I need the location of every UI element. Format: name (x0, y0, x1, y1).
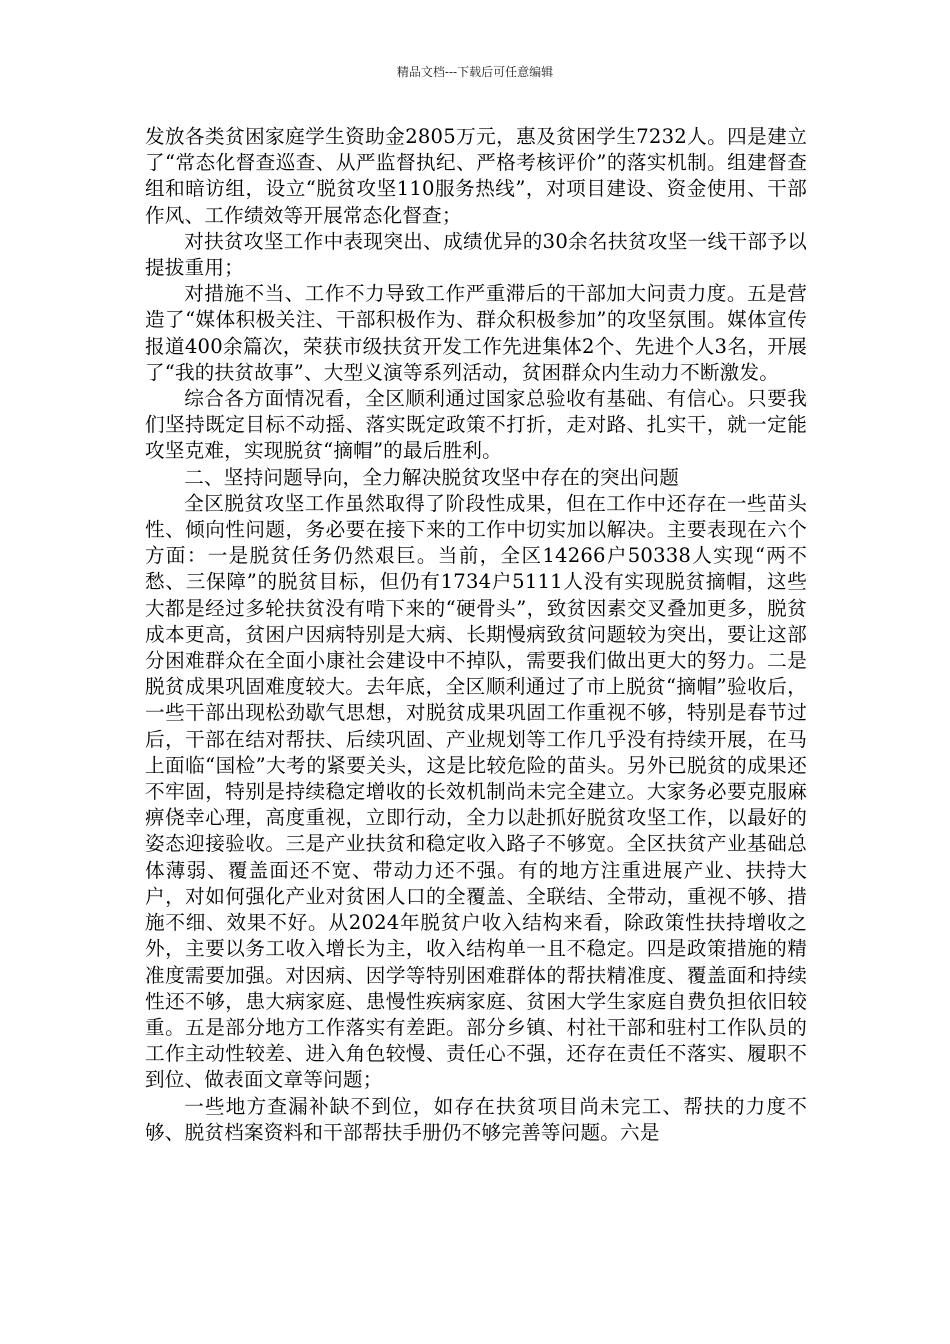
paragraph-2: 对扶贫攻坚工作中表现突出、成绩优异的30余名扶贫攻坚一线干部予以提拔重用； (145, 229, 807, 280)
paragraph-3: 对措施不当、工作不力导致工作严重滞后的干部加大问责力度。五是营造了“媒体积极关注、干部积极作为、群众积极参加”的攻坚氛围。媒体宣传报道400余篇次，荣获市级扶贫开发工作先进集体2个、先进个人3名，开展了“我的扶贫故事”、大型义演等系列活动，贫困群众内生动力不断激发。 (145, 282, 807, 384)
section-heading: 二、坚持问题导向，全力解决脱贫攻坚中存在的突出问题 (184, 465, 680, 489)
page-header: 精品文档---下载后可任意编辑 (396, 65, 554, 79)
paragraph-6: 一些地方查漏补缺不到位，如存在扶贫项目尚未完工、帮扶的力度不够、脱贫档案资料和干部帮扶手册仍不够完善等问题。六是 (145, 1094, 807, 1144)
paragraph-5: 全区脱贫攻坚工作虽然取得了阶段性成果，但在工作中还存在一些苗头性、倾向性问题，务必要在接下来的工作中切实加以解决。主要表现在六个方面：一是脱贫任务仍然艰巨。当前，全区14266户50338人实现“两不愁、三保障”的脱贫目标，但仍有1734户5111人没有实现脱贫摘帽，这些大都是经过多轮扶贫没有啃下来的“硬骨头”，致贫因素交叉叠加更多，脱贫成本更高，贫困户因病特别是大病、长期慢病致贫问题较为突出，要让这部分困难群众在全面小康社会建设中不掉队，需要我们做出更大的努力。二是脱贫成果巩固难度较大。去年底，全区顺利通过了市上脱贫“摘帽”验收后，一些干部出现松劲歇气思想，对脱贫成果巩固工作重视不够，特别是春节过后，干部在结对帮扶、后续巩固、产业规划等工作几乎没有持续开展，在马上面临“国检”大考的紧要关头，这是比较危险的苗头。另外已脱贫的成果还不牢固，特别是持续稳定增收的长效机制尚未完全建立。大家务必要克服麻痹侥幸心理，高度重视，立即行动，全力以赴抓好脱贫攻坚工作，以最好的姿态迎接验收。三是产业扶贫和稳定收入路子不够宽。全区扶贫产业基础总体薄弱、覆盖面还不宽、带动力还不强。有的地方注重进展产业、扶持大户，对如何强化产业对贫困人口的全覆盖、全联结、全带动，重视不够、措施不细、效果不好。从2024年脱贫户收入结构来看，除政策性扶持增收之外，主要以务工收入增长为主，收入结构单一且不稳定。四是政策措施的精准度需要加强。对因病、因学等特别困难群体的帮扶精准度、覆盖面和持续性还不够，患大病家庭、患慢性疾病家庭、贫困大学生家庭自费负担依旧较重。五是部分地方工作落实有差距。部分乡镇、村社干部和驻村工作队员的工作主动性较差、进入角色较慢、责任心不强，还存在责任不落实、履职不到位、做表面文章等问题； (145, 491, 807, 1092)
document-body (145, 124, 807, 1146)
paragraph-1: 发放各类贫困家庭学生资助金2805万元，惠及贫困学生7232人。四是建立了“常态化督查巡查、从严监督执纪、严格考核评价”的落实机制。组建督查组和暗访组，设立“脱贫攻坚110服务热线”，对项目建设、资金使用、干部作风、工作绩效等开展常态化督查； (145, 125, 807, 227)
paragraph-4: 综合各方面情况看，全区顺利通过国家总验收有基础、有信心。只要我们坚持既定目标不动摇、落实既定政策不打折，走对路、扎实干，就一定能攻坚克难，实现脱贫“摘帽”的最后胜利。 (145, 387, 807, 463)
